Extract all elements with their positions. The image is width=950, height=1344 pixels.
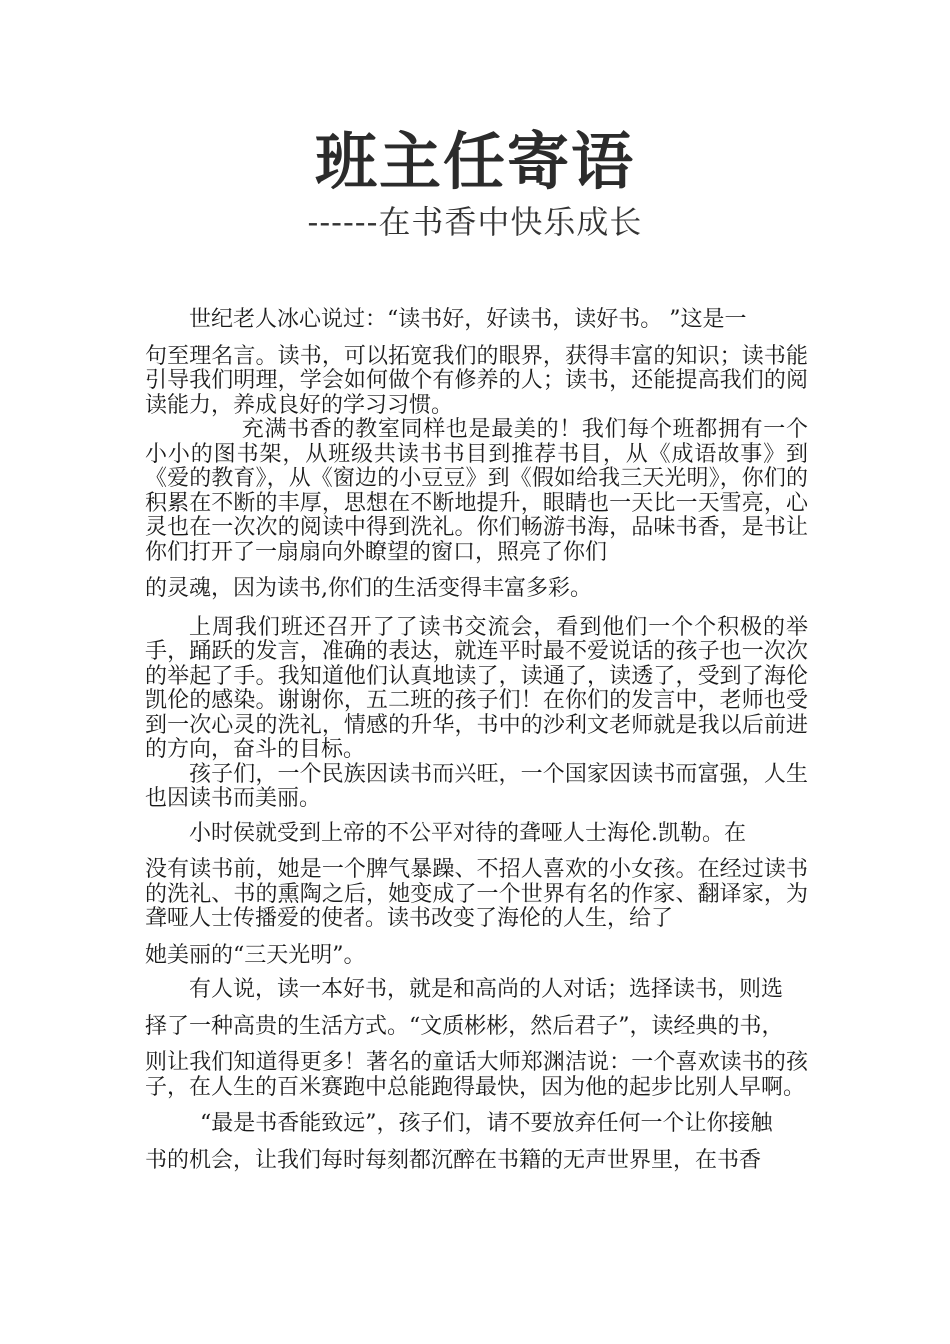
paragraph-1-rest: 句至理名言。读书，可以拓宽我们的眼界，获得丰富的知识；读书能引导我们明理，学会如何做个有修养的人；读书，还能提高我们的阅读能力，养成良好的学习习惯。 [145, 343, 808, 418]
paragraph-2-tail: 的灵魂，因为读书,你们的生活变得丰富多彩。 [145, 576, 592, 601]
paragraph-6-line-1: 有人说，读一本好书，就是和高尚的人对话；选择读书，则选 [189, 977, 784, 1002]
paragraph-7-line-1: “最是书香能致远”，孩子们，请不要放弃任何一个让你接触 [200, 1111, 773, 1136]
paragraph-5 [145, 822, 808, 969]
paragraph-3: 上周我们班还召开了了读书交流会，看到他们一个个积极的举手，踊跃的发言，准确的表达，就连平时最不爱说话的孩子也一次次的举起了手。我知道他们认真地读了，读通了，读透了，受到了海伦凯伦的感染。谢谢你，五二班的孩子们！在你们的发言中，老师也受到一次心灵的洗礼，情感的升华，书中的沙利文老师就是我以后前进的方向，奋斗的目标。 [145, 614, 808, 762]
paragraph-2 [145, 418, 808, 602]
paragraph-6-line-2: 择了一种高贵的生活方式。“文质彬彬，然后君子”，读经典的书， [145, 1013, 784, 1039]
paragraph-7-line-2: 书的机会，让我们每时每刻都沉醉在书籍的无声世界里，在书香 [145, 1147, 762, 1173]
paragraph-6 [145, 978, 808, 1100]
paragraph-1-line-1: 世纪老人冰心说过：“读书好，好读书，读好书。 ”这是一 [189, 307, 747, 332]
document-body [145, 308, 808, 1173]
paragraph-2-main: 充满书香的教室同样也是最美的！我们每个班都拥有一个小小的图书架，从班级共读书书目到推荐书目，从《成语故事》到《爱的教育》，从《窗边的小豆豆》到《假如给我三天光明》，你们的积累在不断的丰厚，思想在不断地提升，眼睛也一天比一天雪亮，心灵也在一次次的阅读中得到洗礼。你们畅游书海，品味书香，是书让你们打开了一扇扇向外瞭望的窗口，照亮了你们 [145, 417, 808, 565]
paragraph-4: 孩子们，一个民族因读书而兴旺，一个国家因读书而富强，人生也因读书而美丽。 [145, 761, 808, 811]
paragraph-6-rest: 则让我们知道得更多！著名的童话大师郑渊洁说：一个喜欢读书的孩子，在人生的百米赛跑中总能跑得最快，因为他的起步比别人早啊。 [145, 1050, 808, 1100]
document-title: 班主任寄语 [314, 125, 635, 198]
paragraph-5-main: 没有读书前，她是一个脾气暴躁、不招人喜欢的小女孩。在经过读书的洗礼、书的熏陶之后，她变成了一个世界有名的作家、翻译家，为聋哑人士传播爱的使者。读书改变了海伦的人生，给了 [145, 857, 808, 931]
paragraph-7 [145, 1112, 808, 1173]
paragraph-1 [145, 308, 808, 418]
document-subtitle: ------在书香中快乐成长 [307, 203, 643, 241]
paragraph-5-line-1: 小时侯就受到上帝的不公平对待的聋哑人士海伦.凯勒。在 [189, 820, 746, 846]
paragraph-5-tail: 她美丽的“三天光明”。 [145, 942, 366, 968]
